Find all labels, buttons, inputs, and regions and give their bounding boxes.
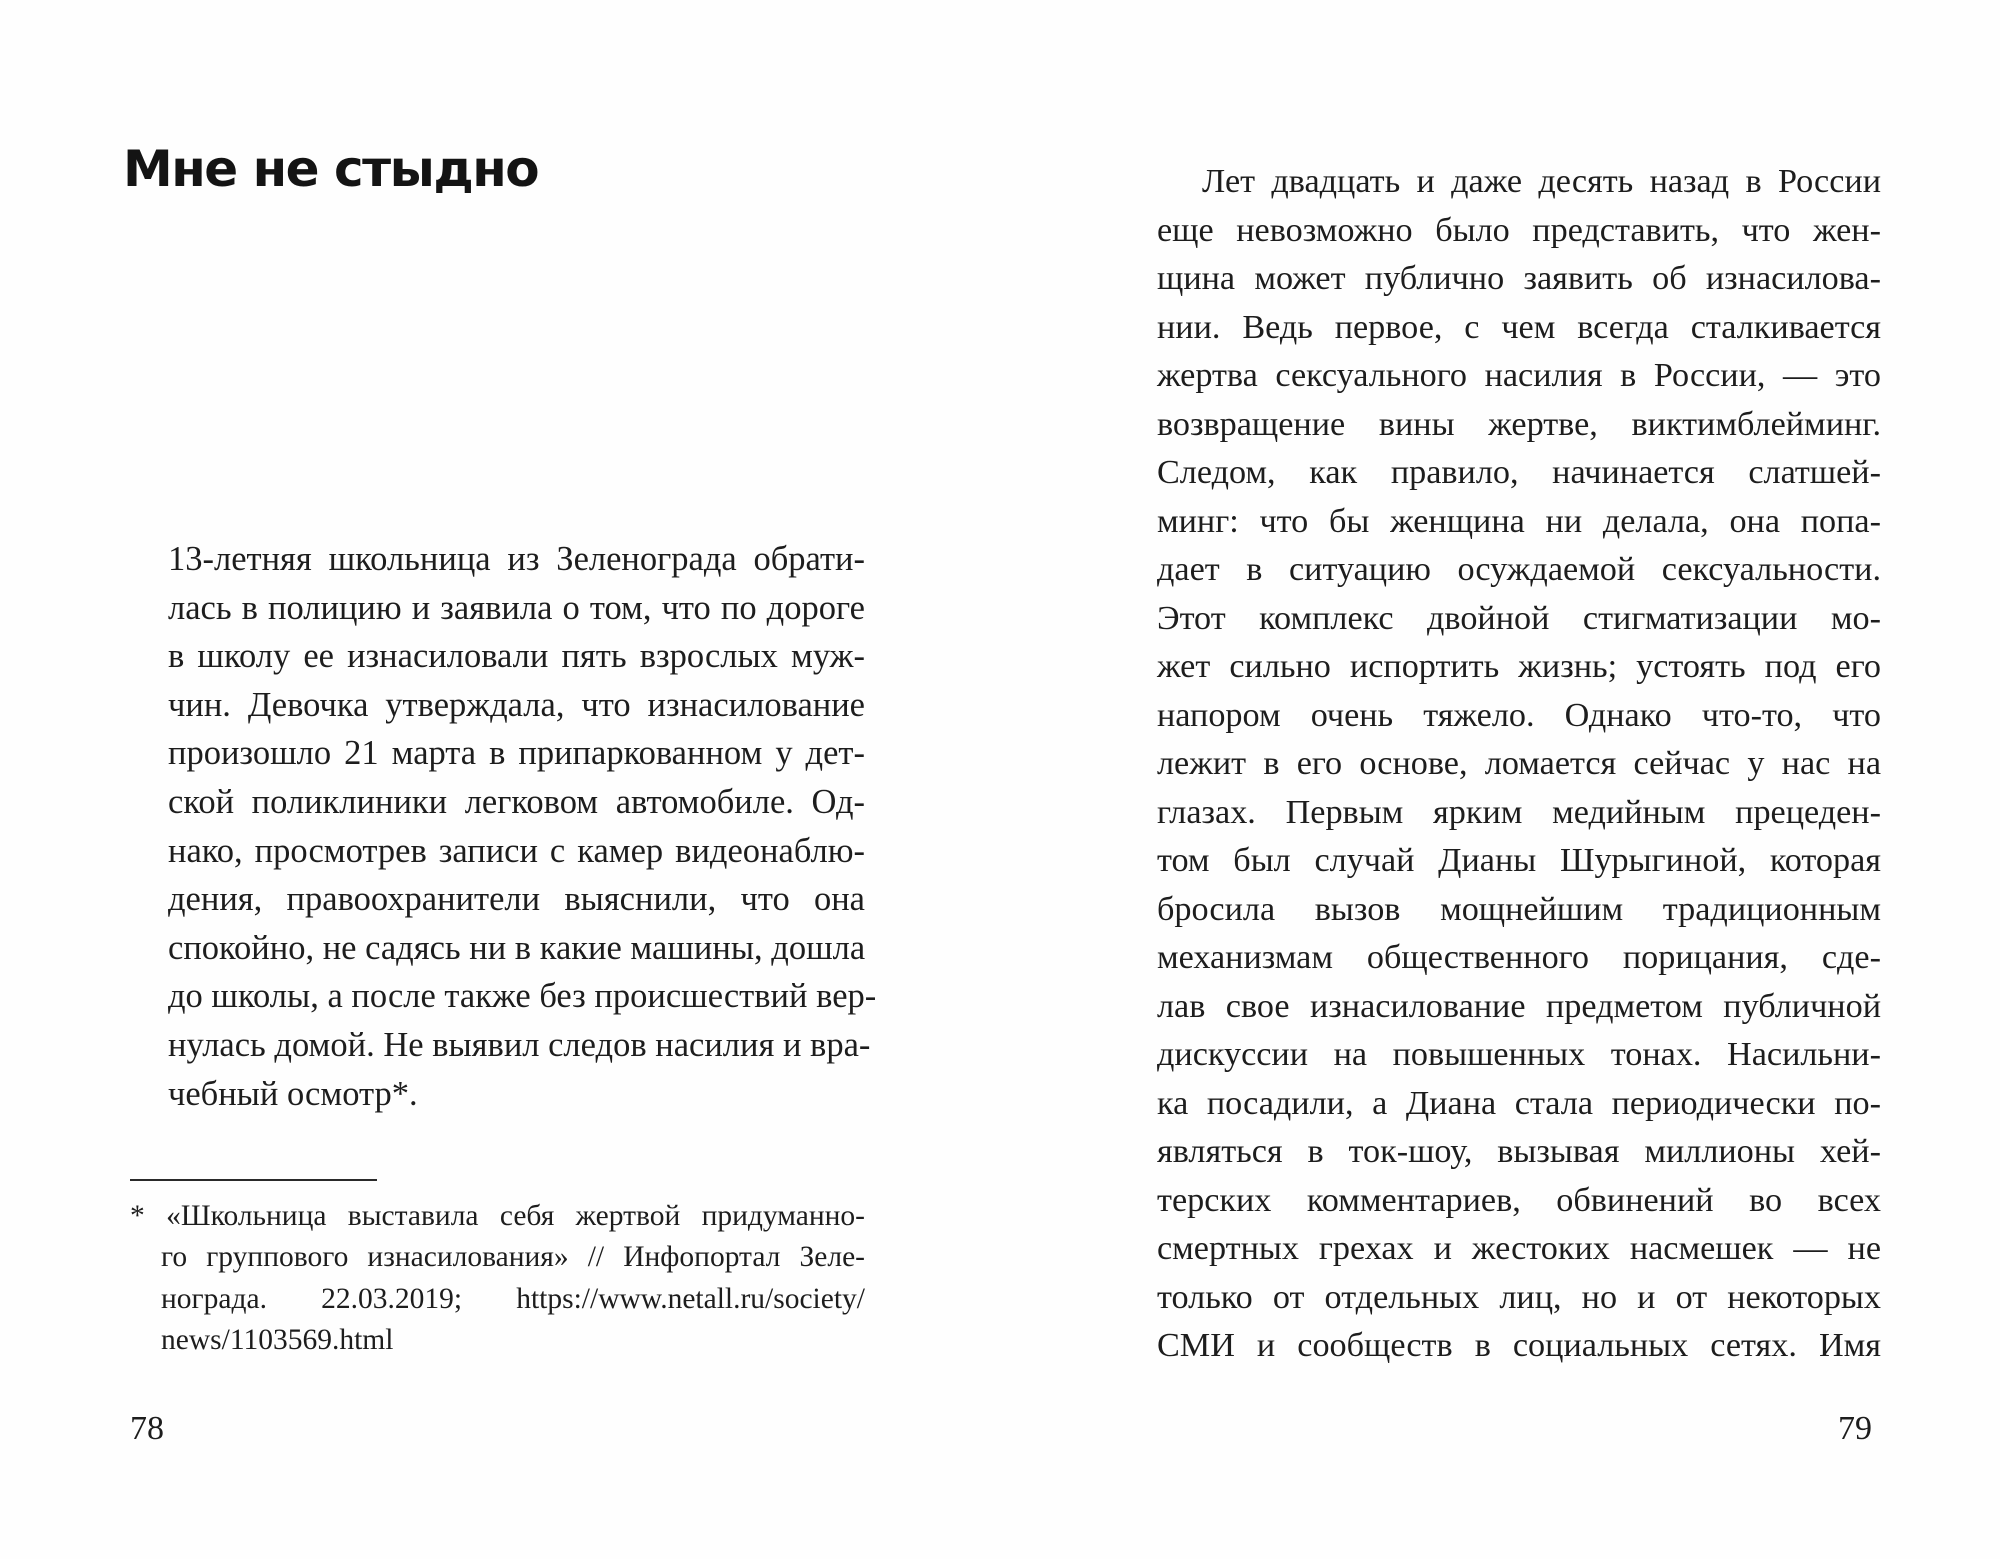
right-body-line: являться в ток-шоу, вызывая миллионы хей- (1157, 1133, 1881, 1170)
footnote-line: news/1103569.html (161, 1323, 394, 1356)
left-body-line: в школу ее изнасиловали пять взрослых муж- (168, 637, 865, 676)
right-body-line: возвращение вины жертве, виктимблейминг. (1157, 405, 1881, 443)
right-body-line: минг: что бы женщина ни делала, она попа- (1157, 502, 1881, 540)
right-body-line: щина может публично заявить об изнасилова- (1157, 260, 1881, 297)
right-body-line: Этот комплекс двойной стигматизации мо- (1157, 599, 1881, 637)
page-number-left: 78 (130, 1410, 164, 1447)
right-body-line: механизмам общественного порицания, сде- (1157, 939, 1881, 976)
footnote (130, 1196, 865, 1361)
right-body-line: дает в ситуацию осуждаемой сексуальности. (1157, 551, 1881, 588)
right-body-line: том был случай Дианы Шурыгиной, которая (1157, 842, 1881, 879)
right-body-line: ка посадили, а Диана стала периодически по- (1157, 1084, 1881, 1122)
right-body-line: Следом, как правило, начинается слатшей- (1157, 454, 1881, 491)
right-body-line: жет сильно испортить жизнь; устоять под его (1157, 648, 1881, 685)
left-body-line: до школы, а после также без происшествий вер- (168, 977, 877, 1016)
left-body-line: спокойно, не садясь ни в какие машины, дошла (168, 928, 866, 967)
left-body-line: чин. Девочка утверждала, что изнасилование (168, 685, 865, 724)
page-number-right: 79 (1838, 1410, 1872, 1447)
chapter-title: Мне не стыдно (123, 140, 539, 198)
right-page (1000, 0, 2000, 1559)
left-body-line: лась в полицию и заявила о том, что по дороге (168, 588, 865, 627)
right-body-line: только от отдельных лиц, но и от некоторых (1157, 1278, 1881, 1316)
right-body-line: смертных грехах и жестоких насмешек — не (1157, 1230, 1881, 1267)
right-body-text (1157, 158, 1881, 1371)
right-body-line: дискуссии на повышенных тонах. Насильни- (1157, 1036, 1881, 1073)
left-body-line: нако, просмотрев записи с камер видеонаблю- (168, 831, 865, 870)
footnote-line: нограда. 22.03.2019; https://www.netall.ru/society/ (161, 1282, 865, 1315)
left-body-line: нулась домой. Не выявил следов насилия и вра- (168, 1025, 871, 1064)
right-body-line: Лет двадцать и даже десять назад в России (1202, 163, 1881, 200)
left-body-line: дения, правоохранители выяснили, что она (168, 880, 865, 919)
footnote-line: * «Школьница выставила себя жертвой придуманно- (130, 1200, 865, 1232)
left-body-line: чебный осмотр*. (168, 1074, 418, 1113)
left-body-line: ской поликлиники легковом автомобиле. Од- (168, 782, 865, 821)
right-body-line: лав свое изнасилование предметом публичной (1157, 987, 1881, 1025)
right-body-line: жертва сексуального насилия в России, — это (1157, 357, 1881, 394)
right-body-line: бросила вызов мощнейшим традиционным (1157, 890, 1881, 928)
right-body-line: лежит в его основе, ломается сейчас у нас на (1157, 745, 1881, 782)
right-body-line: терских комментариев, обвинений во всех (1157, 1181, 1881, 1219)
left-body-text (168, 535, 877, 1118)
footnote-divider (130, 1179, 377, 1181)
left-body-line: произошло 21 марта в припаркованном у дет- (168, 734, 865, 773)
right-body-line: глазах. Первым ярким медийным прецеден- (1157, 793, 1881, 831)
right-body-line: нии. Ведь первое, с чем всегда сталкивается (1157, 308, 1881, 346)
footnote-line: го группового изнасилования» // Инфопортал Зеле- (161, 1241, 865, 1274)
right-body-line: еще невозможно было представить, что жен- (1157, 211, 1881, 249)
right-body-line: напором очень тяжело. Однако что-то, что (1157, 696, 1881, 734)
right-body-line: СМИ и сообществ в социальных сетях. Имя (1157, 1327, 1881, 1364)
left-body-line: 13-летняя школьница из Зеленограда обрати- (168, 540, 865, 578)
